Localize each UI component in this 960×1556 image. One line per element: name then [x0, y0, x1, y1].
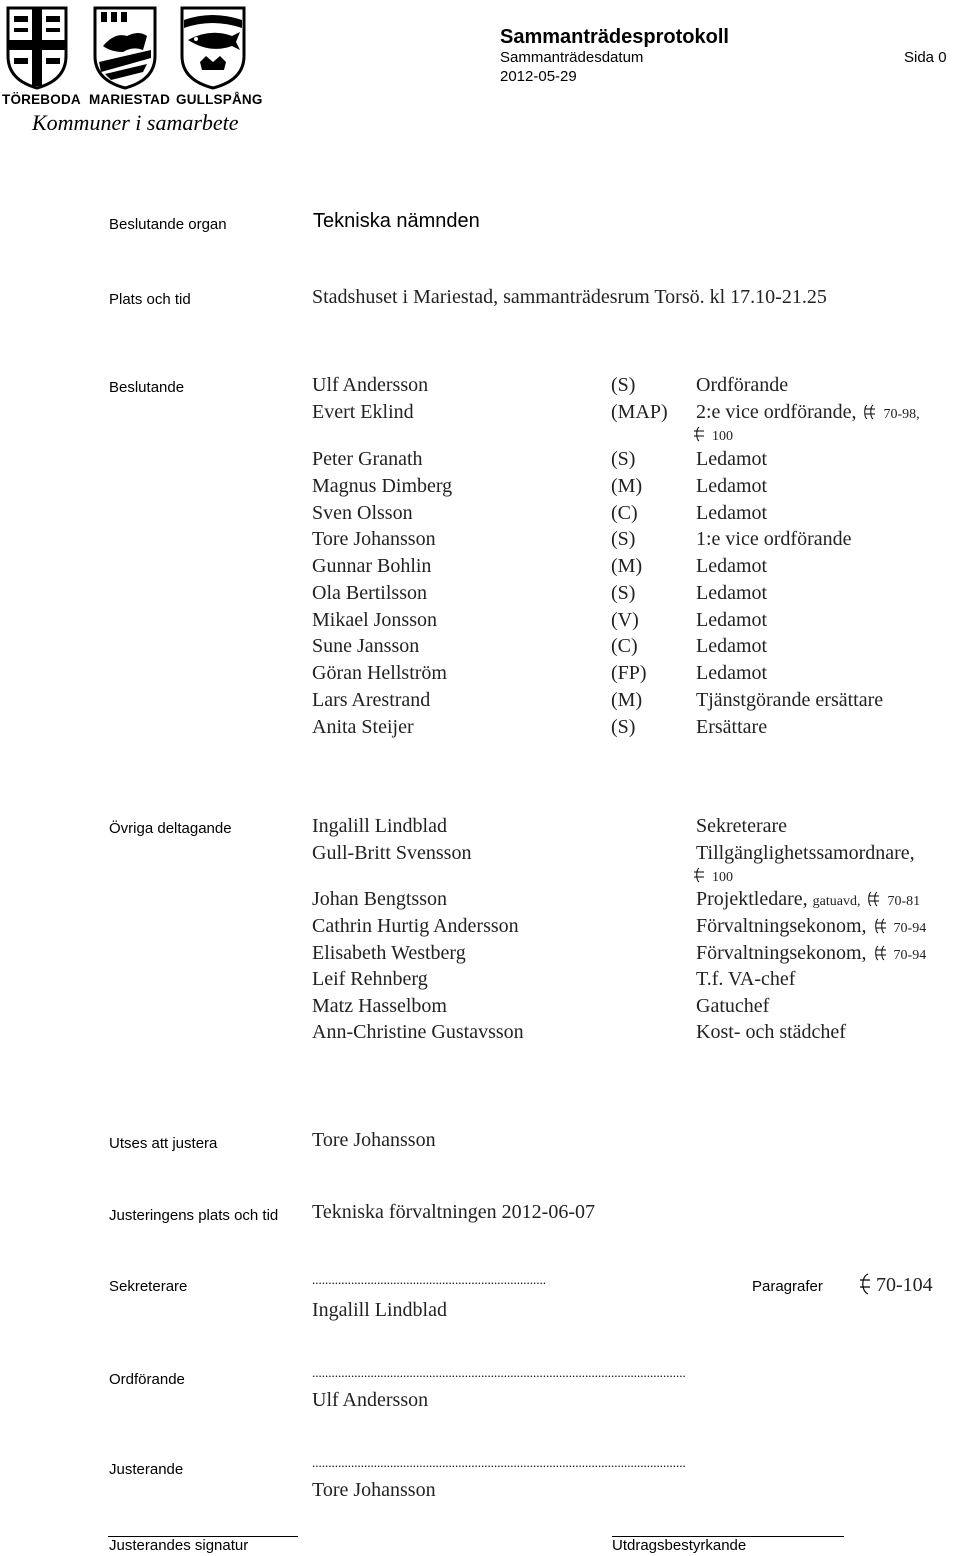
- participant-role: Kost- och städchef: [696, 1021, 846, 1043]
- paragraph-range: 70-81: [887, 894, 921, 909]
- participant-role: Förvaltningsekonom,: [696, 942, 867, 964]
- participant-name: Leif Rehnberg: [312, 968, 428, 990]
- member-party: (C): [611, 502, 638, 524]
- paragraph-sign-icon: [690, 867, 708, 883]
- member-role: Ledamot: [696, 502, 768, 524]
- member-role: Ledamot: [696, 609, 768, 631]
- justera-value: Tore Johansson: [312, 1129, 436, 1151]
- member-name: Mikael Jonsson: [312, 609, 437, 631]
- member-role: Tjänstgörande ersättare: [696, 689, 884, 711]
- list-item: [0, 888, 960, 915]
- list-item: [0, 555, 960, 582]
- sekreterare-label: Sekreterare: [109, 1278, 188, 1295]
- list-item: [0, 374, 960, 401]
- participant-role: T.f. VA-chef: [696, 968, 796, 990]
- list-item: [0, 662, 960, 689]
- justerande-name: Tore Johansson: [312, 1479, 436, 1501]
- member-name: Sven Olsson: [312, 502, 413, 524]
- list-item: [0, 609, 960, 636]
- member-party: (M): [611, 475, 643, 497]
- page-number: Sida 0: [904, 49, 947, 66]
- list-item: [0, 842, 960, 869]
- participant-role: Projektledare,: [696, 888, 808, 910]
- paragrafer-label: Paragrafer: [752, 1278, 823, 1295]
- list-item: [0, 401, 960, 428]
- member-role: Ledamot: [696, 635, 768, 657]
- paragraph-sign-icon: [865, 891, 883, 907]
- member-party: (S): [611, 528, 636, 550]
- list-item: [0, 915, 960, 942]
- member-role: Ledamot: [696, 448, 768, 470]
- member-name: Ulf Andersson: [312, 374, 429, 396]
- justering-value: Tekniska förvaltningen 2012-06-07: [312, 1201, 595, 1223]
- paragraph-sign-icon: [858, 1273, 872, 1295]
- member-role: Ledamot: [696, 555, 768, 577]
- member-party: (C): [611, 635, 638, 657]
- place-label: Plats och tid: [109, 291, 191, 308]
- participant-role: Gatuchef: [696, 995, 770, 1017]
- paragraph-sign-icon: [690, 426, 708, 442]
- member-name: Sune Jansson: [312, 635, 420, 657]
- member-party: (M): [611, 689, 643, 711]
- participant-name: Matz Hasselbom: [312, 995, 447, 1017]
- ordforande-label: Ordförande: [109, 1371, 185, 1388]
- meeting-date: 2012-05-29: [500, 68, 577, 85]
- place-value: Stadshuset i Mariestad, sammanträdesrum Torsö. kl 17.10-21.25: [312, 286, 827, 308]
- list-item: [0, 815, 960, 842]
- logo-gullspang-label: GULLSPÅNG: [176, 92, 263, 107]
- date-label: Sammanträdesdatum: [500, 49, 644, 66]
- logo-mariestad-label: MARIESTAD: [89, 92, 171, 107]
- list-item: [0, 942, 960, 969]
- member-name: Gunnar Bohlin: [312, 555, 432, 577]
- member-name: Ola Bertilsson: [312, 582, 427, 604]
- member-party: (MAP): [611, 401, 668, 423]
- member-party: (M): [611, 555, 643, 577]
- list-item: [0, 1021, 960, 1048]
- document-title: Sammanträdesprotokoll: [500, 26, 729, 48]
- member-name: Göran Hellström: [312, 662, 447, 684]
- member-party: (S): [611, 374, 636, 396]
- participant-role: Sekreterare: [696, 815, 788, 837]
- organ-label: Beslutande organ: [109, 216, 227, 233]
- justera-label: Utses att justera: [109, 1135, 218, 1152]
- sekreterare-name: Ingalill Lindblad: [312, 1299, 447, 1321]
- footer-utdrag: Utdragsbestyrkande: [612, 1537, 747, 1554]
- member-role: 2:e vice ordförande,: [696, 401, 857, 423]
- paragraph-range: 70-94: [893, 948, 927, 963]
- list-item: [0, 528, 960, 555]
- participant-name: Cathrin Hurtig Andersson: [312, 915, 519, 937]
- member-party: (FP): [611, 662, 647, 684]
- signature-line: ...................................................................................................................: [312, 1365, 686, 1380]
- member-role: Ordförande: [696, 374, 789, 396]
- list-item: [0, 582, 960, 609]
- participant-role: Tillgänglighetssamordnare,: [696, 842, 915, 864]
- participant-name: Ann-Christine Gustavsson: [312, 1021, 524, 1043]
- member-party: (S): [611, 448, 636, 470]
- list-item: [0, 716, 960, 743]
- paragraph-range: 70-98,: [883, 407, 920, 422]
- member-name: Peter Granath: [312, 448, 423, 470]
- participant-role: Förvaltningsekonom,: [696, 915, 867, 937]
- member-name: Magnus Dimberg: [312, 475, 453, 497]
- signature-line: ........................................................................: [312, 1272, 546, 1287]
- paragraph-sign-icon: [872, 945, 890, 961]
- ordforande-name: Ulf Andersson: [312, 1389, 429, 1411]
- justering-label: Justeringens plats och tid: [109, 1207, 279, 1224]
- gullspang-coat-of-arms-icon: [180, 6, 246, 90]
- justerande-label: Justerande: [109, 1461, 184, 1478]
- signature-line: ...................................................................................................................: [312, 1455, 686, 1470]
- logo-tagline: Kommuner i samarbete: [32, 110, 239, 135]
- list-item: [0, 635, 960, 662]
- member-party: (S): [611, 716, 636, 738]
- paragraph-range: 70-94: [893, 921, 927, 936]
- member-role: Ledamot: [696, 475, 768, 497]
- member-role: Ersättare: [696, 716, 768, 738]
- member-role: 1:e vice ordförande: [696, 528, 852, 550]
- paragraph-range: 100: [712, 870, 733, 885]
- member-party: (S): [611, 582, 636, 604]
- participant-name: Gull-Britt Svensson: [312, 842, 472, 864]
- participant-name: Johan Bengtsson: [312, 888, 447, 910]
- logo-toreboda-label: TÖREBODA: [2, 92, 81, 107]
- organ-value: Tekniska nämnden: [313, 210, 480, 232]
- mariestad-coat-of-arms-icon: [93, 6, 157, 90]
- list-item: [0, 689, 960, 716]
- member-name: Tore Johansson: [312, 528, 436, 550]
- list-item: [0, 995, 960, 1022]
- paragraph-range: 100: [712, 429, 733, 444]
- participant-department: gatuavd,: [812, 894, 861, 909]
- participant-name: Ingalill Lindblad: [312, 815, 447, 837]
- list-item: [0, 502, 960, 529]
- beslutande-label: Beslutande: [109, 379, 185, 396]
- member-role: Ledamot: [696, 582, 768, 604]
- member-name: Anita Steijer: [312, 716, 414, 738]
- paragraph-sign-icon: [872, 918, 890, 934]
- participant-name: Elisabeth Westberg: [312, 942, 466, 964]
- paragrafer-value: 70-104: [876, 1274, 933, 1296]
- footer-signatur: Justerandes signatur: [109, 1537, 249, 1554]
- member-party: (V): [611, 609, 639, 631]
- list-item: [0, 448, 960, 475]
- ovriga-label: Övriga deltagande: [109, 820, 232, 837]
- list-item: [0, 968, 960, 995]
- member-name: Evert Eklind: [312, 401, 414, 423]
- paragraph-sign-icon: [861, 404, 879, 420]
- member-role: Ledamot: [696, 662, 768, 684]
- member-name: Lars Arestrand: [312, 689, 431, 711]
- toreboda-coat-of-arms-icon: [6, 6, 68, 90]
- list-item: [0, 475, 960, 502]
